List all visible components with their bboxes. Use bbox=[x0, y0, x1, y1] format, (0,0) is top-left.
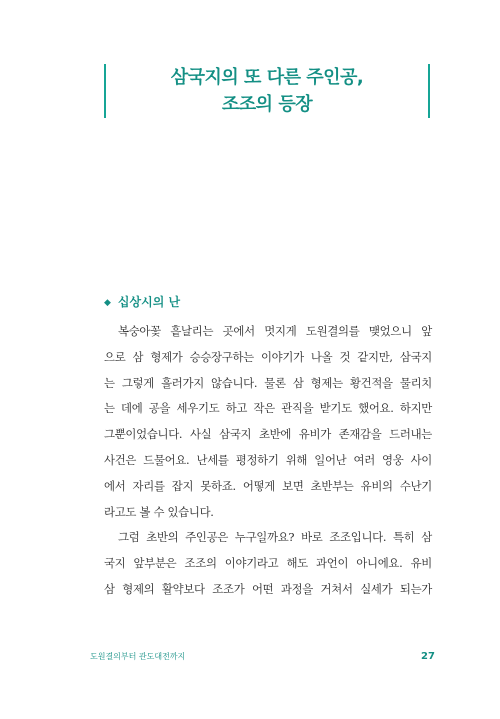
running-footer-title: 도원결의부터 관도대전까지 bbox=[90, 652, 186, 661]
diamond-bullet-icon: ◆ bbox=[104, 298, 111, 308]
paragraph-1 bbox=[104, 319, 432, 525]
section-heading bbox=[104, 294, 180, 311]
chapter-title-line-2: 조조의 등장 bbox=[221, 94, 313, 115]
chapter-title-block bbox=[104, 64, 430, 118]
chapter-title-line-1: 삼국지의 또 다른 주인공, bbox=[170, 67, 364, 88]
text-line: 국지 앞부분은 조조의 이야기라고 해도 과언이 아니에요. 유비 bbox=[104, 556, 432, 571]
text-line: 는 그렇게 흘러가지 않습니다. 물론 삼 형제는 황건적을 물리치 bbox=[104, 375, 432, 390]
text-line: 복숭아꽃 흩날리는 곳에서 멋지게 도원결의를 맺었으니 앞 bbox=[118, 324, 432, 338]
text-line: 사건은 드물어요. 난세를 평정하기 위해 일어난 여러 영웅 사이 bbox=[104, 452, 432, 467]
text-line: 그뿐이었습니다. 사실 삼국지 초반에 유비가 존재감을 드러내는 bbox=[104, 427, 432, 442]
page-number: 27 bbox=[421, 651, 435, 662]
section-heading-text: 십상시의 난 bbox=[117, 295, 181, 309]
text-line: 라고도 볼 수 있습니다. bbox=[104, 504, 214, 519]
paragraph-2 bbox=[104, 525, 432, 602]
text-line: 는 데에 공을 세우기도 하고 작은 관직을 받기도 했어요. 하지만 bbox=[104, 401, 432, 416]
chapter-title bbox=[104, 64, 430, 118]
text-line: 그럼 초반의 주인공은 누구일까요? 바로 조조입니다. 특히 삼 bbox=[118, 530, 432, 545]
text-line: 으로 삼 형제가 승승장구하는 이야기가 나올 것 같지만, 삼국지 bbox=[104, 349, 432, 364]
body-text bbox=[104, 319, 432, 603]
text-line: 에서 자리를 잡지 못하죠. 어떻게 보면 초반부는 유비의 수난기 bbox=[104, 478, 432, 493]
text-line: 삼 형제의 활약보다 조조가 어떤 과정을 거쳐서 실세가 되는가 bbox=[104, 581, 432, 596]
